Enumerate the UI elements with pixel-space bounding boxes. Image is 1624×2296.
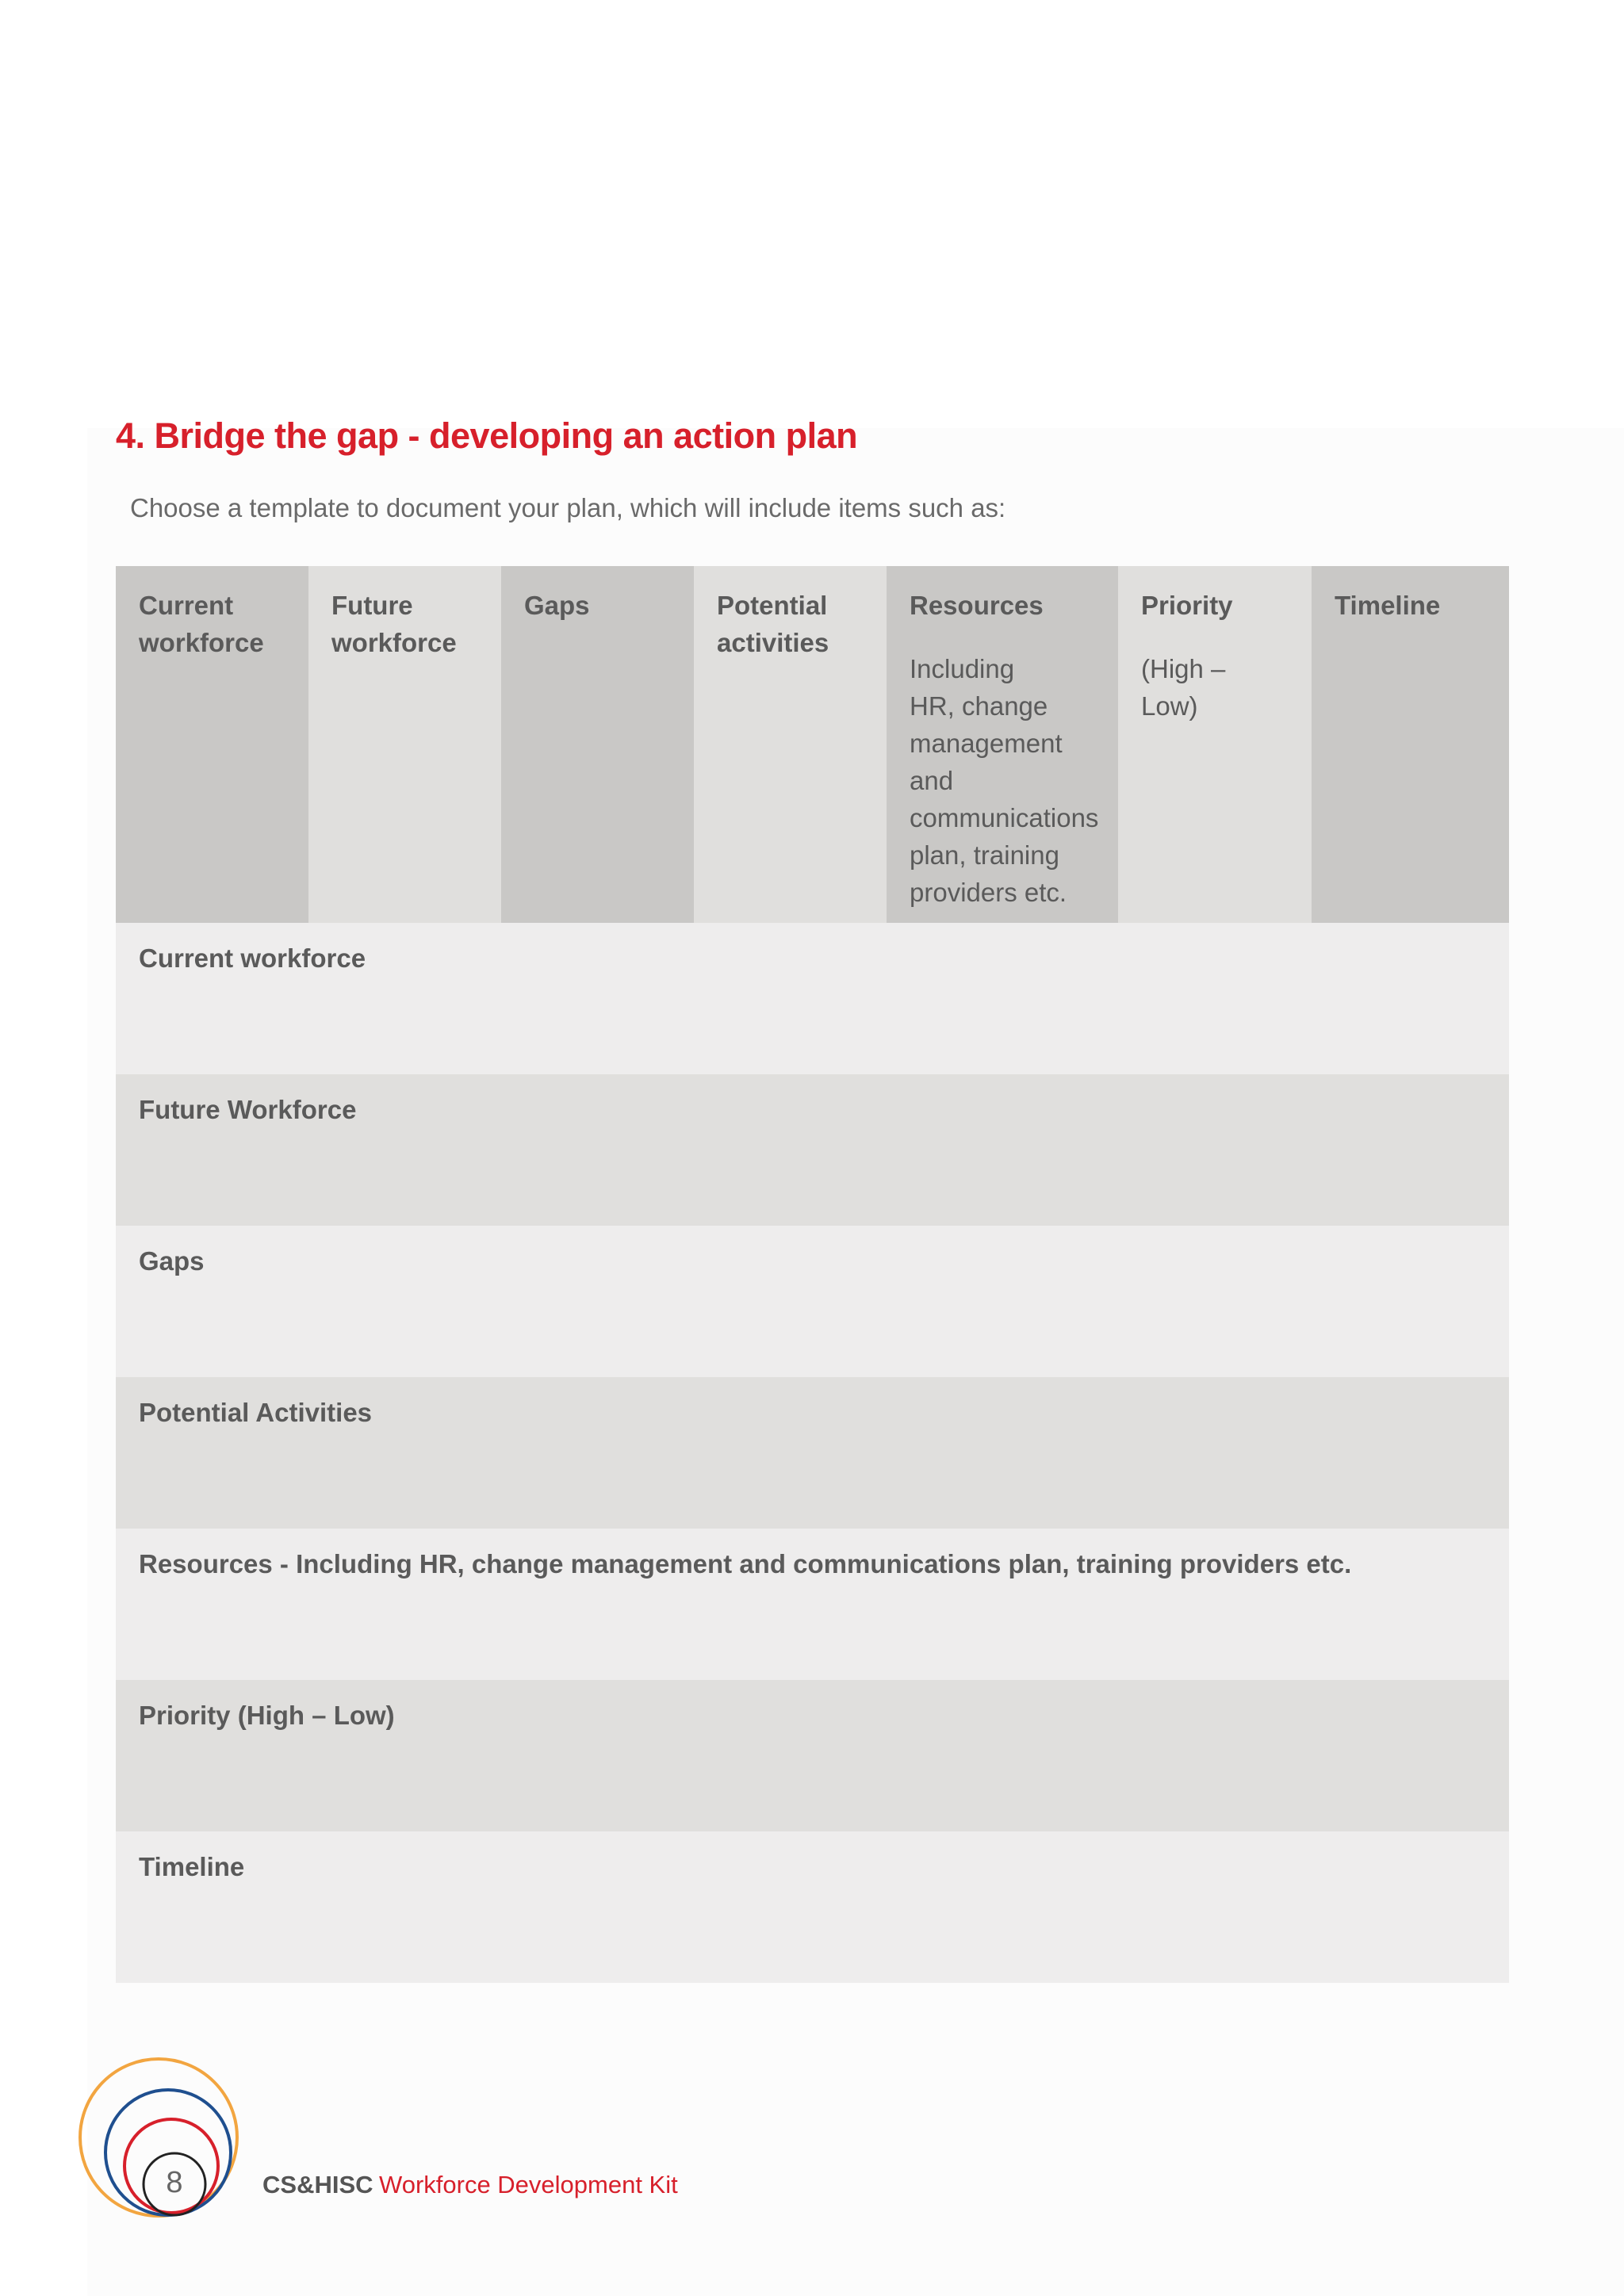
header-col-timeline (1312, 566, 1509, 923)
header-title: Timeline (1335, 591, 1441, 620)
action-plan-header-table (116, 566, 1509, 923)
page-number: 8 (166, 2166, 183, 2199)
table-row (116, 1680, 1509, 1831)
table-row (116, 1377, 1509, 1529)
row-label: Future Workforce (139, 1095, 357, 1124)
row-label: Potential Activities (139, 1398, 373, 1427)
table-row (116, 1831, 1509, 1983)
header-col-priority (1118, 566, 1312, 923)
row-label: Current workforce (139, 943, 366, 973)
header-col-potential-activities (694, 566, 887, 923)
table-row (116, 1226, 1509, 1377)
header-col-current-workforce (116, 566, 308, 923)
table-row (116, 923, 1509, 1074)
header-subtitle: Including HR, change management and communications plan, training providers etc. (910, 654, 1099, 907)
footer-kit-title: Workforce Development Kit (379, 2171, 678, 2198)
table-row (116, 1074, 1509, 1226)
action-plan-rows (116, 923, 1509, 1983)
header-col-gaps (501, 566, 694, 923)
header-title: Future workforce (331, 591, 457, 657)
footer-org-name: CS&HISC (262, 2171, 373, 2198)
header-col-future-workforce (308, 566, 501, 923)
header-title: Priority (1141, 591, 1233, 620)
header-col-resources (887, 566, 1118, 923)
row-label: Resources - Including HR, change management and communications plan, training providers etc. (139, 1549, 1352, 1578)
section-title: 4. Bridge the gap - developing an action plan (116, 415, 858, 456)
table-row (116, 1529, 1509, 1680)
row-label: Gaps (139, 1246, 205, 1276)
header-title: Resources (910, 591, 1044, 620)
intro-text: Choose a template to document your plan, which will include items such as: (130, 493, 1006, 522)
header-title: Gaps (524, 591, 590, 620)
header-title: Current workforce (139, 591, 264, 657)
header-title: Potential activities (717, 591, 829, 657)
header-subtitle: (High – Low) (1141, 654, 1226, 721)
row-label: Priority (High – Low) (139, 1701, 395, 1730)
row-label: Timeline (139, 1852, 245, 1881)
